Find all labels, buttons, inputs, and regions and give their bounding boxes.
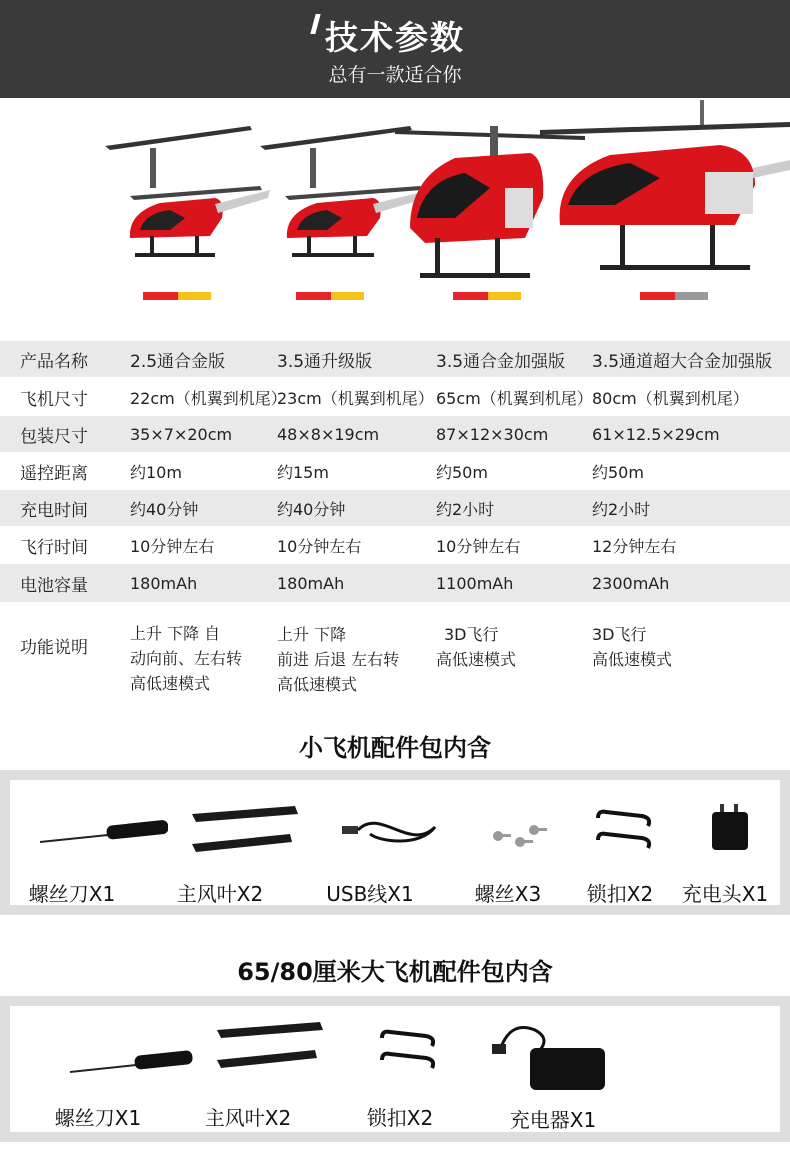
spec-value: 10分钟左右 <box>277 536 362 556</box>
spec-value: 约2小时 <box>592 499 651 519</box>
function-line: 上升 下降 自 <box>130 624 221 643</box>
spec-value: 180mAh <box>277 573 345 593</box>
small-kit-inner <box>10 780 780 905</box>
usb-cable-icon <box>340 812 440 852</box>
spec-value: 48×8×19cm <box>277 424 380 444</box>
product-color-swatch <box>453 292 488 300</box>
large-kit-item-label: 锁扣X2 <box>366 1106 434 1130</box>
spec-row <box>0 527 790 563</box>
page-title: 技术参数 <box>325 18 465 57</box>
spec-row <box>0 416 790 452</box>
spec-value: 10分钟左右 <box>436 536 521 556</box>
spec-row <box>0 564 790 602</box>
spec-label: 飞行时间 <box>20 537 88 558</box>
spec-value: 23cm（机翼到机尾） <box>277 388 434 408</box>
spec-value: 65cm（机翼到机尾） <box>436 388 593 408</box>
spec-value: 35×7×20cm <box>130 424 233 444</box>
small-kit-item-label: USB线X1 <box>326 882 414 906</box>
spec-label: 飞机尺寸 <box>20 389 88 410</box>
function-line: 3D飞行 <box>444 625 499 644</box>
spec-value: 10分钟左右 <box>130 536 215 556</box>
function-value-2 <box>277 622 399 697</box>
rotor-blades-icon <box>215 1020 325 1070</box>
spec-row <box>0 453 790 489</box>
screwdriver-icon <box>38 818 168 848</box>
spec-value: 2300mAh <box>592 573 670 593</box>
large-kit-item-label: 充电器X1 <box>509 1108 597 1132</box>
function-line: 前进 后退 左右转 <box>277 650 400 669</box>
function-line: 高低速模式 <box>277 675 358 694</box>
rotor-blades-icon <box>190 804 300 854</box>
spec-value: 22cm（机翼到机尾） <box>130 388 287 408</box>
spec-row <box>0 379 790 415</box>
spec-value: 约2小时 <box>436 499 495 519</box>
spec-value: 约50m <box>592 462 644 482</box>
lock-buckle-icon <box>590 806 660 856</box>
spec-value: 约15m <box>277 462 329 482</box>
spec-value: 3.5通合金加强版 <box>436 351 566 372</box>
large-kit-title: 65/80厘米大飞机配件包内含 <box>237 958 553 986</box>
small-kit-item-label: 主风叶X2 <box>176 882 264 906</box>
helicopter-small-1-icon <box>100 118 270 273</box>
product-color-swatch <box>488 292 521 300</box>
function-value-1 <box>130 621 242 696</box>
spec-label: 电池容量 <box>20 575 88 596</box>
spec-label: 产品名称 <box>20 351 88 372</box>
function-line: 动向前、左右转 <box>130 649 243 668</box>
function-value-3 <box>436 622 516 672</box>
small-kit-title: 小飞机配件包内含 <box>299 734 491 762</box>
function-line: 高低速模式 <box>592 650 673 669</box>
page-subtitle: 总有一款适合你 <box>328 64 462 86</box>
large-kit-inner <box>10 1006 780 1132</box>
spec-row <box>0 490 790 526</box>
function-label: 功能说明 <box>20 638 88 658</box>
function-line: 高低速模式 <box>436 650 517 669</box>
spec-value: 61×12.5×29cm <box>592 424 720 444</box>
large-kit-item-label: 主风叶X2 <box>204 1106 292 1130</box>
function-line: 3D飞行 <box>592 625 647 644</box>
small-kit-item-label: 充电头X1 <box>681 882 769 906</box>
spec-value: 80cm（机翼到机尾） <box>592 388 749 408</box>
spec-value: 12分钟左右 <box>592 536 677 556</box>
spec-value: 3.5通道超大合金加强版 <box>592 351 773 372</box>
spec-value: 约10m <box>130 462 182 482</box>
spec-value: 约40分钟 <box>130 499 199 519</box>
spec-label: 包装尺寸 <box>20 426 88 447</box>
charger-adapter-icon <box>490 1020 610 1095</box>
product-color-swatch <box>178 292 211 300</box>
small-kit-panel <box>0 770 790 915</box>
function-line: 上升 下降 <box>277 625 347 644</box>
spec-value: 1100mAh <box>436 573 514 593</box>
product-color-swatch <box>331 292 364 300</box>
product-color-swatch <box>640 292 675 300</box>
helicopter-large-80-icon <box>540 100 790 280</box>
screwdriver-icon <box>68 1048 193 1078</box>
large-kit-item-label: 螺丝刀X1 <box>54 1106 142 1130</box>
spec-value: 180mAh <box>130 573 198 593</box>
product-color-swatch <box>675 292 708 300</box>
spec-value: 约50m <box>436 462 488 482</box>
spec-label: 遥控距离 <box>20 463 88 484</box>
product-color-swatch <box>143 292 178 300</box>
lock-buckle-icon <box>374 1026 444 1076</box>
product-color-swatch <box>296 292 331 300</box>
small-kit-item-label: 锁扣X2 <box>586 882 654 906</box>
spec-row <box>0 341 790 377</box>
function-line: 高低速模式 <box>130 674 211 693</box>
spec-value: 2.5通合金版 <box>130 351 226 372</box>
spec-value: 87×12×30cm <box>436 424 549 444</box>
charger-head-icon <box>708 802 752 852</box>
large-kit-panel <box>0 996 790 1142</box>
function-value-4 <box>592 622 672 672</box>
spec-value: 约40分钟 <box>277 499 346 519</box>
small-kit-item-label: 螺丝刀X1 <box>28 882 116 906</box>
spec-label: 充电时间 <box>20 500 88 521</box>
header-banner <box>0 0 790 98</box>
small-kit-item-label: 螺丝X3 <box>474 882 542 906</box>
screws-icon <box>488 824 548 849</box>
spec-value: 3.5通升级版 <box>277 351 373 372</box>
